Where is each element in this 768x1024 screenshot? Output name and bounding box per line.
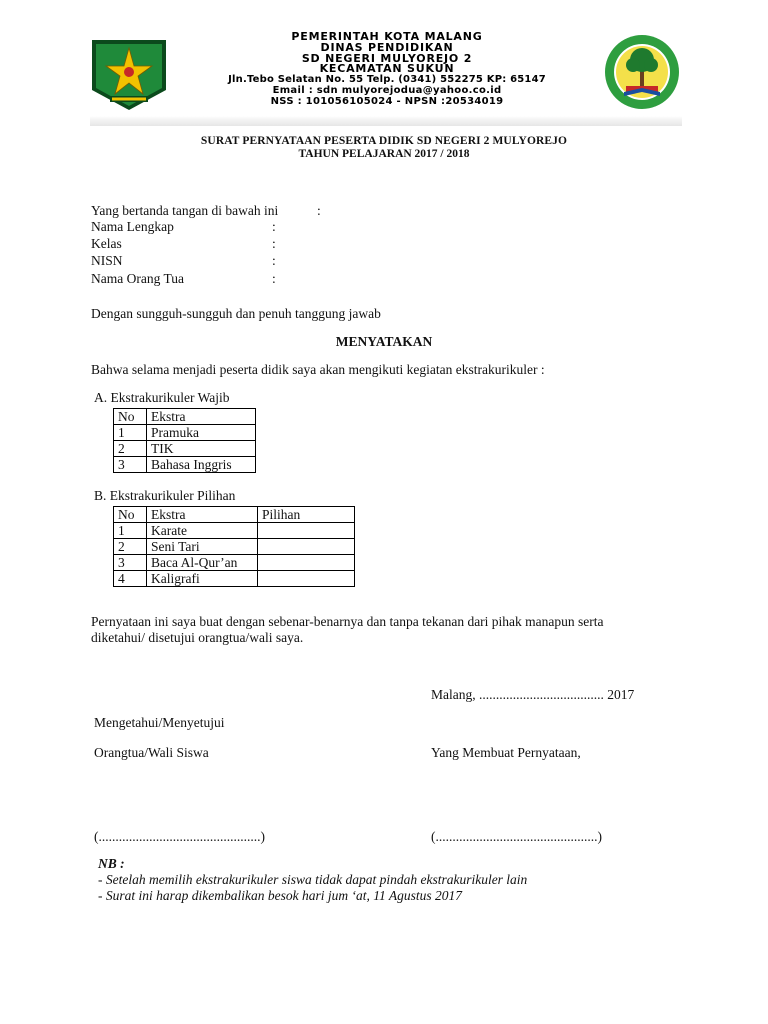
- malang-city-emblem-icon: [90, 34, 168, 112]
- school-registration-numbers: NSS : 101056105024 - NPSN :20534019: [270, 95, 504, 107]
- cell-no: 1: [114, 425, 147, 441]
- field-colon-parent-name: :: [272, 271, 276, 286]
- section-a-title: A. Ekstrakurikuler Wajib: [94, 390, 230, 405]
- field-label-class: Kelas: [91, 236, 122, 251]
- document-title: [0, 135, 768, 161]
- mandatory-extracurricular-table: [113, 408, 256, 473]
- table-row: [114, 555, 355, 571]
- column-header-ekstra: Ekstra: [147, 409, 256, 425]
- notes-title: NB :: [98, 856, 125, 871]
- table-row: [114, 441, 256, 457]
- table-row: [114, 539, 355, 555]
- table-row: [114, 425, 256, 441]
- field-label-parent-name: Nama Orang Tua: [91, 271, 184, 286]
- section-b-title: B. Ekstrakurikuler Pilihan: [94, 488, 236, 503]
- column-header-no: No: [114, 507, 147, 523]
- table-row: [114, 457, 256, 473]
- field-label-full-name: Nama Lengkap: [91, 219, 174, 234]
- statement-earnest: Dengan sungguh-sungguh dan penuh tanggung jawab: [91, 306, 381, 321]
- notes: [98, 856, 527, 904]
- department-name: DINAS PENDIDIKAN: [320, 40, 454, 54]
- field-label-nisn: NISN: [91, 253, 123, 268]
- field-colon-full-name: :: [272, 219, 276, 234]
- title-line-1: SURAT PERNYATAAN PESERTA DIDIK SD NEGERI 2 MULYOREJO: [200, 135, 568, 147]
- cell-no: 2: [114, 441, 147, 457]
- letterhead-text: [174, 32, 600, 108]
- identity-intro: Yang bertanda tangan di bawah ini: [91, 203, 279, 218]
- statement-heading: MENYATAKAN: [335, 334, 433, 349]
- cell-ekstra: Kaligrafi: [147, 571, 258, 587]
- place-date: Malang, ..................................... 2017: [431, 687, 635, 702]
- cell-ekstra: Baca Al-Qur’an: [147, 555, 258, 571]
- cell-ekstra: Karate: [147, 523, 258, 539]
- letterhead-divider: [90, 116, 682, 126]
- column-header-pilihan: Pilihan: [258, 507, 355, 523]
- table-row: [114, 523, 355, 539]
- cell-pilihan[interactable]: [258, 523, 355, 539]
- closing-line-2: diketahui/ disetujui orangtua/wali saya.: [91, 630, 304, 645]
- note-item: - Surat ini harap dikembalikan besok hari jum ‘at, 11 Agustus 2017: [98, 888, 462, 903]
- cell-ekstra: TIK: [147, 441, 256, 457]
- left-signature-blank: (................................................): [94, 829, 265, 844]
- cell-no: 2: [114, 539, 147, 555]
- table-header-row: [114, 507, 355, 523]
- closing-line-1: Pernyataan ini saya buat dengan sebenar-benarnya dan tanpa tekanan dari pihak manapun serta: [91, 614, 604, 629]
- school-name: SD NEGERI MULYOREJO 2: [301, 51, 473, 65]
- cell-no: 1: [114, 523, 147, 539]
- note-item: - Setelah memilih ekstrakurikuler siswa tidak dapat pindah ekstrakurikuler lain: [98, 872, 528, 887]
- cell-ekstra: Seni Tari: [147, 539, 258, 555]
- column-header-no: No: [114, 409, 147, 425]
- school-address: Jln.Tebo Selatan No. 55 Telp. (0341) 552275 KP: 65147: [228, 74, 546, 86]
- identity-intro-colon: :: [317, 203, 321, 218]
- right-signer-role: Yang Membuat Pernyataan,: [431, 745, 581, 760]
- right-signature-blank: (................................................): [431, 829, 602, 844]
- statement-body: Bahwa selama menjadi peserta didik saya akan mengikuti kegiatan ekstrakurikuler :: [91, 362, 545, 377]
- cell-pilihan[interactable]: [258, 555, 355, 571]
- government-name: PEMERINTAH KOTA MALANG: [291, 30, 483, 43]
- title-line-2: TAHUN PELAJARAN 2017 / 2018: [298, 148, 470, 160]
- optional-extracurricular-table: [113, 506, 355, 587]
- cell-no: 3: [114, 457, 147, 473]
- column-header-ekstra: Ekstra: [147, 507, 258, 523]
- letterhead: [90, 28, 684, 112]
- cell-pilihan[interactable]: [258, 539, 355, 555]
- cell-ekstra: Bahasa Inggris: [147, 457, 256, 473]
- field-colon-nisn: :: [272, 253, 276, 268]
- district-name: KECAMATAN SUKUN: [319, 62, 455, 76]
- cell-no: 3: [114, 555, 147, 571]
- school-emblem-icon: [602, 32, 682, 112]
- school-email: Email : sdn mulyorejodua@yahoo.co.id: [272, 84, 502, 96]
- field-colon-class: :: [272, 236, 276, 251]
- table-row: [114, 571, 355, 587]
- left-signer-role: Orangtua/Wali Siswa: [94, 745, 209, 760]
- approval-label: Mengetahui/Menyetujui: [94, 715, 225, 730]
- cell-pilihan[interactable]: [258, 571, 355, 587]
- cell-no: 4: [114, 571, 147, 587]
- cell-ekstra: Pramuka: [147, 425, 256, 441]
- table-header-row: [114, 409, 256, 425]
